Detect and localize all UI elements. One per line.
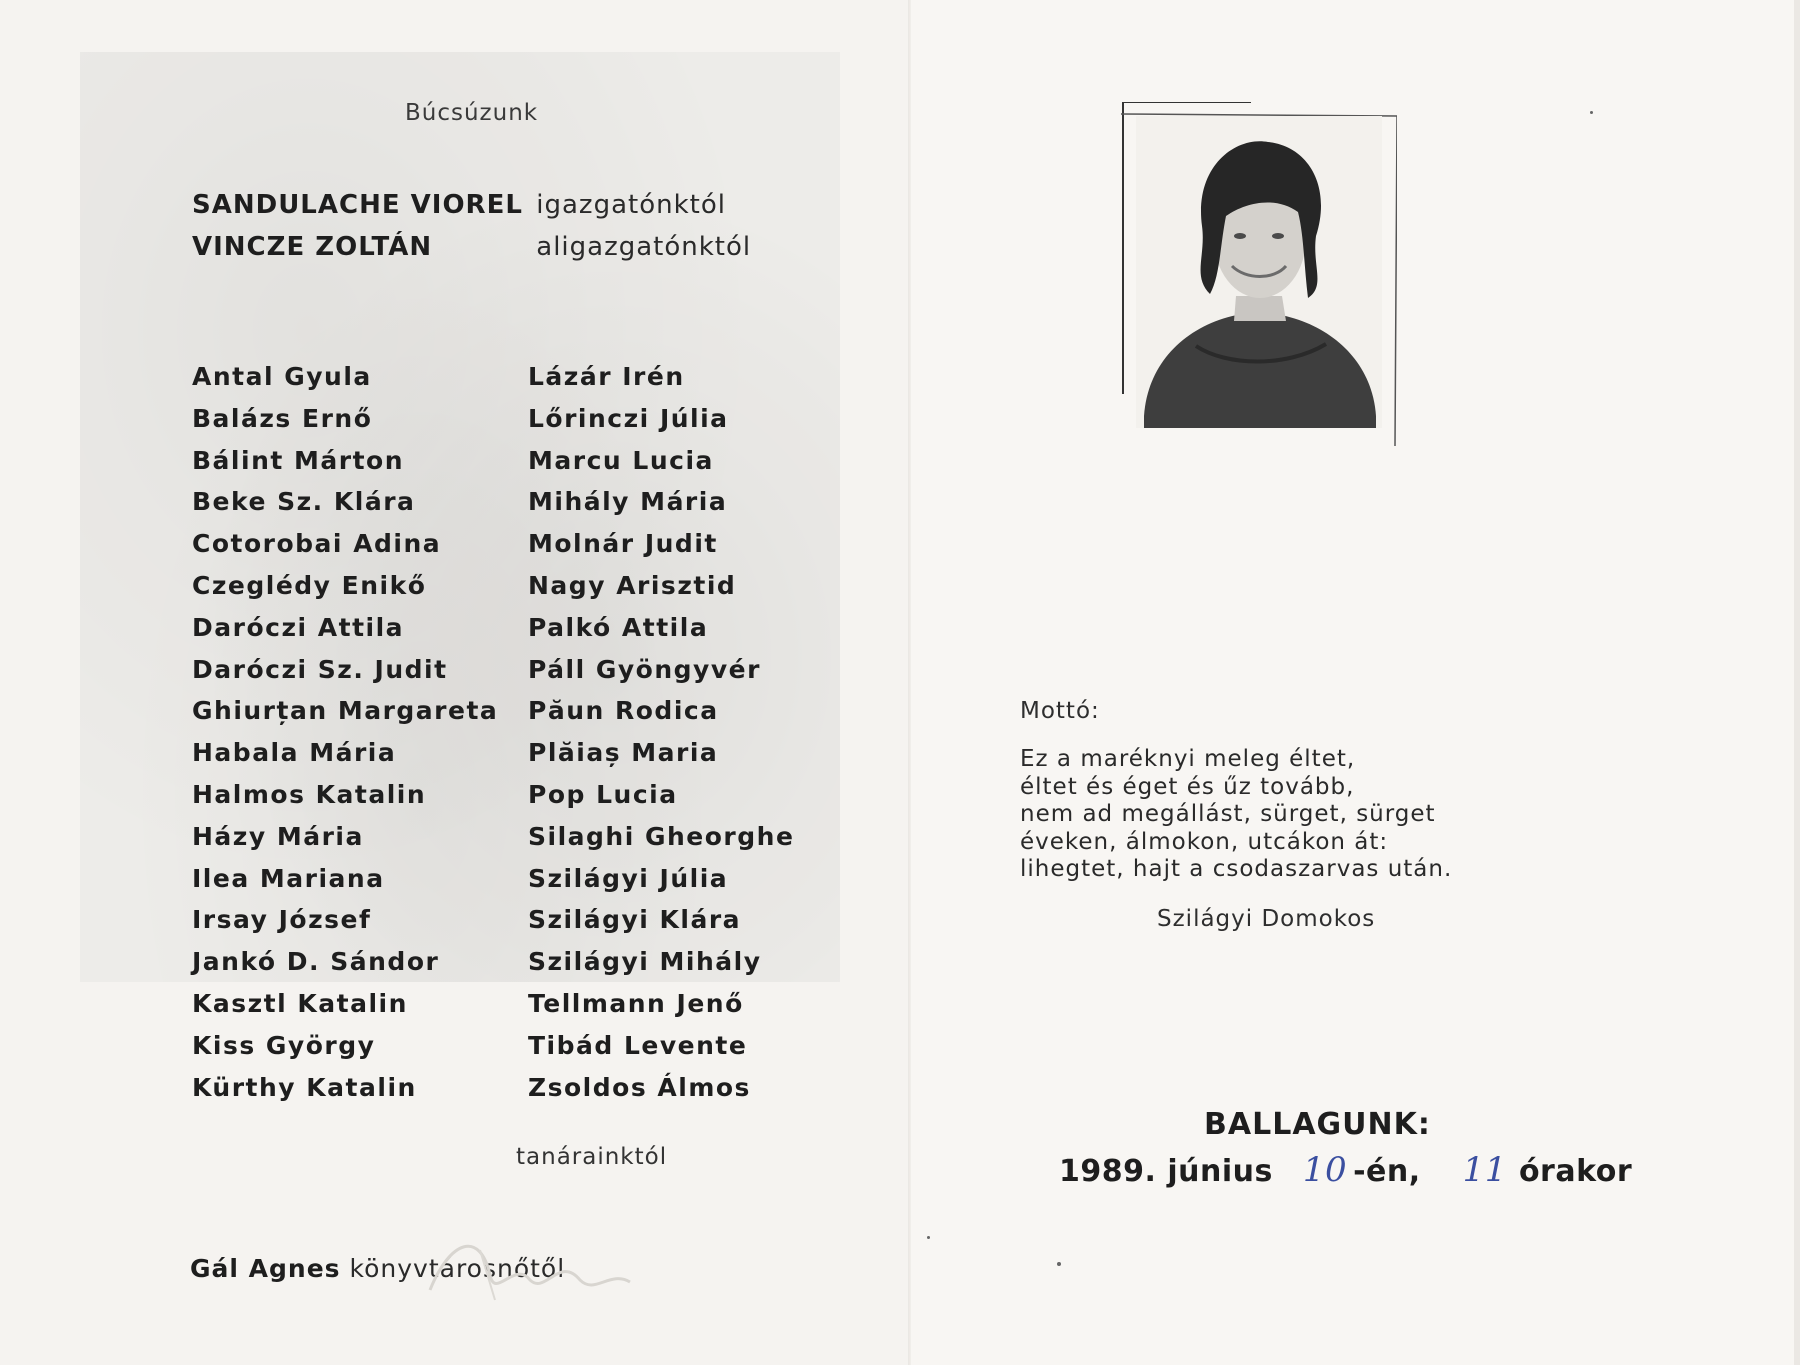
teacher-name: Balázs Ernő [192,403,373,433]
teacher-name: Păun Rodica [528,696,719,726]
teacher-name: Nagy Arisztid [528,570,737,600]
librarian-role: könyvtárosnőtől [349,1254,566,1283]
teacher-name: Silaghi Gheorghe [528,821,795,851]
teacher-name: Pop Lucia [528,779,678,809]
motto-line: Ez a maréknyi meleg éltet, [1020,746,1356,772]
teachers-list-right [528,356,794,1108]
librarian-name: Gál Agnes [190,1254,341,1283]
teacher-name: Molnár Judit [528,529,718,559]
teacher-name: Jankó D. Sándor [192,947,440,977]
teacher-name: Lőrinczi Júlia [528,403,729,433]
teacher-name: Szilágyi Júlia [528,863,729,893]
faint-signature [420,1220,670,1310]
motto-line: éveken, álmokon, utcákon át: [1020,828,1389,855]
teacher-name: Palkó Attila [528,612,709,642]
teacher-name: Beke Sz. Klára [192,487,416,517]
vice-director-row [192,232,751,262]
director-name: SANDULACHE VIOREL [192,190,523,220]
teacher-name: Kürthy Katalin [192,1072,417,1102]
graduation-title: BALLAGUNK: [1204,1107,1431,1142]
teacher-name: Páll Gyöngyvér [528,654,761,684]
motto-line: lihegtet, hajt a csodaszarvas után. [1020,856,1453,882]
handwritten-hour: 11 [1462,1150,1507,1190]
student-portrait-photo [1136,116,1382,428]
director-role: igazgatónktól [536,190,726,220]
teacher-name: Daróczi Attila [192,612,405,642]
paper-speck [927,1236,930,1239]
director-row [192,190,726,220]
teacher-name: Lázár Irén [528,362,685,391]
vice-director-name: VINCZE ZOLTÁN [192,232,433,262]
teacher-name: Kasztl Katalin [192,988,408,1018]
teacher-name: Czeglédy Enikő [192,570,427,600]
motto-label: Mottó: [1020,698,1100,724]
teacher-name: Bálint Márton [192,445,405,475]
graduation-date [1059,1150,1632,1190]
teacher-name: Ilea Mariana [192,863,385,893]
graduation-date-prefix: 1989. június [1059,1154,1273,1189]
teacher-name: Házy Mária [192,821,364,851]
farewell-heading: Búcsúzunk [405,100,539,126]
vice-director-role: aligazgatónktól [536,232,752,262]
teacher-name: Tellmann Jenő [528,988,744,1018]
teacher-name: Habala Mária [192,738,397,768]
teacher-name: Szilágyi Klára [528,905,742,935]
teacher-name: Halmos Katalin [192,779,427,809]
paper-speck [1590,111,1593,114]
teacher-name: Cotorobai Adina [192,529,442,559]
graduation-day-suffix: -én, [1353,1154,1421,1189]
teacher-name: Plăiaș Maria [528,738,719,768]
handwritten-day: 10 [1302,1150,1348,1190]
teacher-name: Tibád Levente [528,1030,748,1060]
teacher-name: Daróczi Sz. Judit [192,654,448,684]
teacher-name: Szilágyi Mihály [528,947,762,977]
teachers-label: tanárainktól [516,1144,668,1170]
teacher-name: Kiss György [192,1030,376,1060]
motto-line: nem ad megállást, sürget, sürget [1020,801,1436,827]
fold-line [908,0,911,1365]
motto-line: éltet és éget és űz tovább, [1020,773,1355,800]
teacher-name: Zsoldos Álmos [528,1072,751,1102]
motto-author: Szilágyi Domokos [1157,906,1376,932]
teacher-name: Mihály Mária [528,487,728,517]
motto-poem [1020,746,1452,884]
graduation-hour-suffix: órakor [1518,1154,1633,1189]
teacher-name: Antal Gyula [192,362,372,391]
paper-speck [1057,1262,1061,1266]
page-edge [1794,0,1800,1365]
teacher-name: Marcu Lucia [528,445,714,475]
teachers-list-left [192,356,498,1108]
teacher-name: Ghiurțan Margareta [192,696,499,726]
teacher-name: Irsay József [192,905,372,935]
